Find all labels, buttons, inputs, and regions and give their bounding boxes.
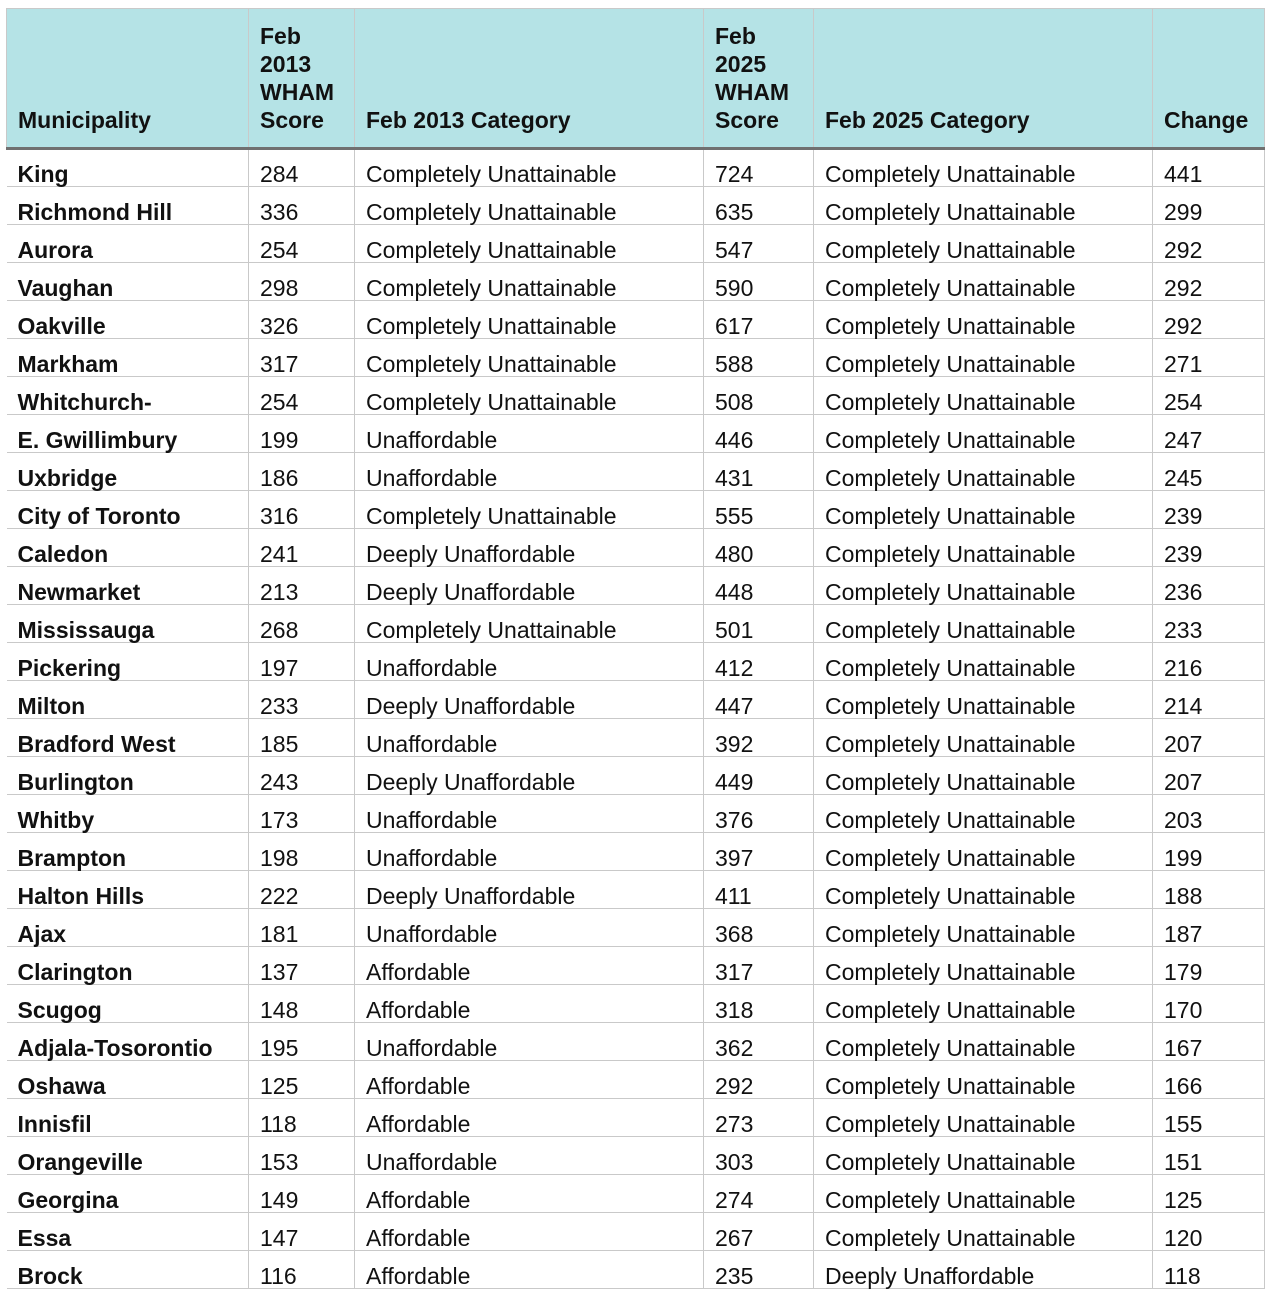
change-cell: 118 [1153,1251,1265,1289]
category-2025-cell: Completely Unattainable [814,795,1153,833]
category-2013-cell: Unaffordable [355,909,704,947]
header-feb-2013-score: Feb 2013 WHAM Score [249,9,355,149]
category-2013-cell: Unaffordable [355,795,704,833]
category-2013-cell: Affordable [355,985,704,1023]
table-row [7,1061,1265,1099]
table-row [7,339,1265,377]
table-row [7,301,1265,339]
category-2013-cell: Completely Unattainable [355,187,704,225]
municipality-cell: Ajax [7,909,249,947]
header-feb-2025-category: Feb 2025 Category [814,9,1153,149]
change-cell: 203 [1153,795,1265,833]
score-2025-cell: 235 [704,1251,814,1289]
municipality-cell: Mississauga [7,605,249,643]
table-row [7,947,1265,985]
table-row [7,1023,1265,1061]
change-cell: 207 [1153,719,1265,757]
category-2025-cell: Completely Unattainable [814,453,1153,491]
category-2025-cell: Completely Unattainable [814,985,1153,1023]
category-2025-cell: Completely Unattainable [814,1099,1153,1137]
change-cell: 214 [1153,681,1265,719]
table-row [7,377,1265,415]
score-2025-cell: 448 [704,567,814,605]
score-2013-cell: 125 [249,1061,355,1099]
score-2025-cell: 303 [704,1137,814,1175]
category-2013-cell: Affordable [355,1175,704,1213]
score-2025-cell: 555 [704,491,814,529]
change-cell: 199 [1153,833,1265,871]
category-2013-cell: Unaffordable [355,1023,704,1061]
category-2025-cell: Completely Unattainable [814,871,1153,909]
category-2013-cell: Deeply Unaffordable [355,567,704,605]
score-2025-cell: 292 [704,1061,814,1099]
table-row [7,985,1265,1023]
category-2013-cell: Unaffordable [355,833,704,871]
change-cell: 120 [1153,1213,1265,1251]
table-row [7,795,1265,833]
municipality-cell: Uxbridge [7,453,249,491]
category-2025-cell: Deeply Unaffordable [814,1251,1153,1289]
score-2013-cell: 222 [249,871,355,909]
municipality-cell: Georgina [7,1175,249,1213]
header-municipality: Municipality [7,9,249,149]
change-cell: 207 [1153,757,1265,795]
change-cell: 166 [1153,1061,1265,1099]
score-2013-cell: 173 [249,795,355,833]
category-2025-cell: Completely Unattainable [814,529,1153,567]
municipality-cell: Innisfil [7,1099,249,1137]
change-cell: 167 [1153,1023,1265,1061]
category-2013-cell: Unaffordable [355,719,704,757]
municipality-cell: Halton Hills [7,871,249,909]
category-2013-cell: Affordable [355,1213,704,1251]
category-2025-cell: Completely Unattainable [814,491,1153,529]
category-2013-cell: Deeply Unaffordable [355,757,704,795]
header-feb-2025-score: Feb 2025 WHAM Score [704,9,814,149]
score-2013-cell: 316 [249,491,355,529]
table-row [7,529,1265,567]
score-2025-cell: 392 [704,719,814,757]
change-cell: 292 [1153,225,1265,263]
category-2013-cell: Completely Unattainable [355,225,704,263]
score-2025-cell: 431 [704,453,814,491]
score-2025-cell: 480 [704,529,814,567]
change-cell: 292 [1153,301,1265,339]
municipality-cell: Essa [7,1213,249,1251]
score-2025-cell: 617 [704,301,814,339]
change-cell: 187 [1153,909,1265,947]
category-2013-cell: Completely Unattainable [355,301,704,339]
municipality-cell: King [7,149,249,187]
table-row [7,149,1265,187]
score-2013-cell: 116 [249,1251,355,1289]
category-2025-cell: Completely Unattainable [814,605,1153,643]
table-header [7,9,1265,149]
municipality-cell: Whitchurch- [7,377,249,415]
score-2013-cell: 336 [249,187,355,225]
category-2025-cell: Completely Unattainable [814,757,1153,795]
category-2013-cell: Completely Unattainable [355,377,704,415]
category-2025-cell: Completely Unattainable [814,187,1153,225]
municipality-cell: Scugog [7,985,249,1023]
table-row [7,1137,1265,1175]
change-cell: 179 [1153,947,1265,985]
header-change: Change [1153,9,1265,149]
category-2025-cell: Completely Unattainable [814,149,1153,187]
score-2025-cell: 362 [704,1023,814,1061]
score-2013-cell: 233 [249,681,355,719]
municipality-cell: Bradford West [7,719,249,757]
category-2013-cell: Completely Unattainable [355,263,704,301]
category-2025-cell: Completely Unattainable [814,1213,1153,1251]
score-2025-cell: 368 [704,909,814,947]
score-2013-cell: 181 [249,909,355,947]
category-2013-cell: Affordable [355,1061,704,1099]
change-cell: 245 [1153,453,1265,491]
score-2013-cell: 149 [249,1175,355,1213]
category-2025-cell: Completely Unattainable [814,643,1153,681]
header-feb-2013-category: Feb 2013 Category [355,9,704,149]
municipality-cell: Vaughan [7,263,249,301]
table-row [7,225,1265,263]
header-row [7,9,1265,149]
municipality-cell: Richmond Hill [7,187,249,225]
category-2013-cell: Completely Unattainable [355,491,704,529]
change-cell: 151 [1153,1137,1265,1175]
score-2013-cell: 185 [249,719,355,757]
municipality-cell: Pickering [7,643,249,681]
change-cell: 239 [1153,491,1265,529]
table-row [7,453,1265,491]
municipality-cell: Clarington [7,947,249,985]
municipality-cell: Aurora [7,225,249,263]
category-2013-cell: Deeply Unaffordable [355,681,704,719]
category-2013-cell: Affordable [355,947,704,985]
change-cell: 170 [1153,985,1265,1023]
score-2025-cell: 412 [704,643,814,681]
score-2025-cell: 446 [704,415,814,453]
category-2013-cell: Completely Unattainable [355,605,704,643]
score-2013-cell: 153 [249,1137,355,1175]
category-2025-cell: Completely Unattainable [814,947,1153,985]
score-2025-cell: 274 [704,1175,814,1213]
municipality-cell: Oshawa [7,1061,249,1099]
table-row [7,1251,1265,1289]
table-row [7,567,1265,605]
score-2013-cell: 118 [249,1099,355,1137]
table-row [7,833,1265,871]
table-row [7,491,1265,529]
wham-scores-table [6,8,1265,1289]
score-2025-cell: 317 [704,947,814,985]
category-2013-cell: Completely Unattainable [355,339,704,377]
category-2013-cell: Affordable [355,1099,704,1137]
score-2025-cell: 376 [704,795,814,833]
score-2013-cell: 198 [249,833,355,871]
score-2013-cell: 317 [249,339,355,377]
score-2025-cell: 273 [704,1099,814,1137]
table-row [7,681,1265,719]
category-2025-cell: Completely Unattainable [814,1175,1153,1213]
category-2025-cell: Completely Unattainable [814,377,1153,415]
score-2013-cell: 298 [249,263,355,301]
category-2025-cell: Completely Unattainable [814,1061,1153,1099]
score-2025-cell: 724 [704,149,814,187]
score-2013-cell: 199 [249,415,355,453]
change-cell: 292 [1153,263,1265,301]
score-2025-cell: 447 [704,681,814,719]
change-cell: 247 [1153,415,1265,453]
category-2013-cell: Deeply Unaffordable [355,529,704,567]
change-cell: 239 [1153,529,1265,567]
score-2025-cell: 590 [704,263,814,301]
table-row [7,415,1265,453]
score-2025-cell: 501 [704,605,814,643]
score-2013-cell: 137 [249,947,355,985]
table-row [7,1175,1265,1213]
score-2013-cell: 243 [249,757,355,795]
score-2013-cell: 254 [249,225,355,263]
score-2025-cell: 318 [704,985,814,1023]
change-cell: 299 [1153,187,1265,225]
municipality-cell: Markham [7,339,249,377]
category-2025-cell: Completely Unattainable [814,1023,1153,1061]
score-2013-cell: 268 [249,605,355,643]
category-2013-cell: Unaffordable [355,415,704,453]
table-row [7,187,1265,225]
municipality-cell: City of Toronto [7,491,249,529]
municipality-cell: Adjala-Tosorontio [7,1023,249,1061]
score-2013-cell: 254 [249,377,355,415]
score-2025-cell: 635 [704,187,814,225]
municipality-cell: E. Gwillimbury [7,415,249,453]
change-cell: 188 [1153,871,1265,909]
score-2025-cell: 588 [704,339,814,377]
table-row [7,263,1265,301]
score-2025-cell: 508 [704,377,814,415]
municipality-cell: Newmarket [7,567,249,605]
category-2013-cell: Deeply Unaffordable [355,871,704,909]
score-2025-cell: 397 [704,833,814,871]
category-2025-cell: Completely Unattainable [814,263,1153,301]
change-cell: 216 [1153,643,1265,681]
category-2013-cell: Completely Unattainable [355,149,704,187]
category-2025-cell: Completely Unattainable [814,833,1153,871]
score-2025-cell: 267 [704,1213,814,1251]
change-cell: 233 [1153,605,1265,643]
municipality-cell: Caledon [7,529,249,567]
score-2013-cell: 213 [249,567,355,605]
table-row [7,871,1265,909]
category-2013-cell: Unaffordable [355,643,704,681]
change-cell: 155 [1153,1099,1265,1137]
table-row [7,643,1265,681]
change-cell: 236 [1153,567,1265,605]
table-row [7,909,1265,947]
category-2013-cell: Unaffordable [355,453,704,491]
category-2013-cell: Affordable [355,1251,704,1289]
municipality-cell: Brock [7,1251,249,1289]
score-2013-cell: 284 [249,149,355,187]
category-2025-cell: Completely Unattainable [814,681,1153,719]
category-2025-cell: Completely Unattainable [814,301,1153,339]
table-body [7,149,1265,1289]
municipality-cell: Brampton [7,833,249,871]
municipality-cell: Burlington [7,757,249,795]
score-2013-cell: 241 [249,529,355,567]
score-2013-cell: 326 [249,301,355,339]
score-2013-cell: 197 [249,643,355,681]
change-cell: 271 [1153,339,1265,377]
wham-table-container [6,8,1264,1289]
score-2025-cell: 449 [704,757,814,795]
category-2025-cell: Completely Unattainable [814,225,1153,263]
table-row [7,719,1265,757]
category-2025-cell: Completely Unattainable [814,909,1153,947]
table-row [7,757,1265,795]
score-2025-cell: 411 [704,871,814,909]
category-2025-cell: Completely Unattainable [814,567,1153,605]
table-row [7,605,1265,643]
change-cell: 125 [1153,1175,1265,1213]
category-2025-cell: Completely Unattainable [814,415,1153,453]
table-row [7,1213,1265,1251]
category-2025-cell: Completely Unattainable [814,719,1153,757]
change-cell: 254 [1153,377,1265,415]
score-2013-cell: 195 [249,1023,355,1061]
score-2025-cell: 547 [704,225,814,263]
change-cell: 441 [1153,149,1265,187]
score-2013-cell: 147 [249,1213,355,1251]
municipality-cell: Oakville [7,301,249,339]
municipality-cell: Whitby [7,795,249,833]
category-2025-cell: Completely Unattainable [814,339,1153,377]
score-2013-cell: 186 [249,453,355,491]
category-2013-cell: Unaffordable [355,1137,704,1175]
table-row [7,1099,1265,1137]
category-2025-cell: Completely Unattainable [814,1137,1153,1175]
municipality-cell: Milton [7,681,249,719]
municipality-cell: Orangeville [7,1137,249,1175]
score-2013-cell: 148 [249,985,355,1023]
